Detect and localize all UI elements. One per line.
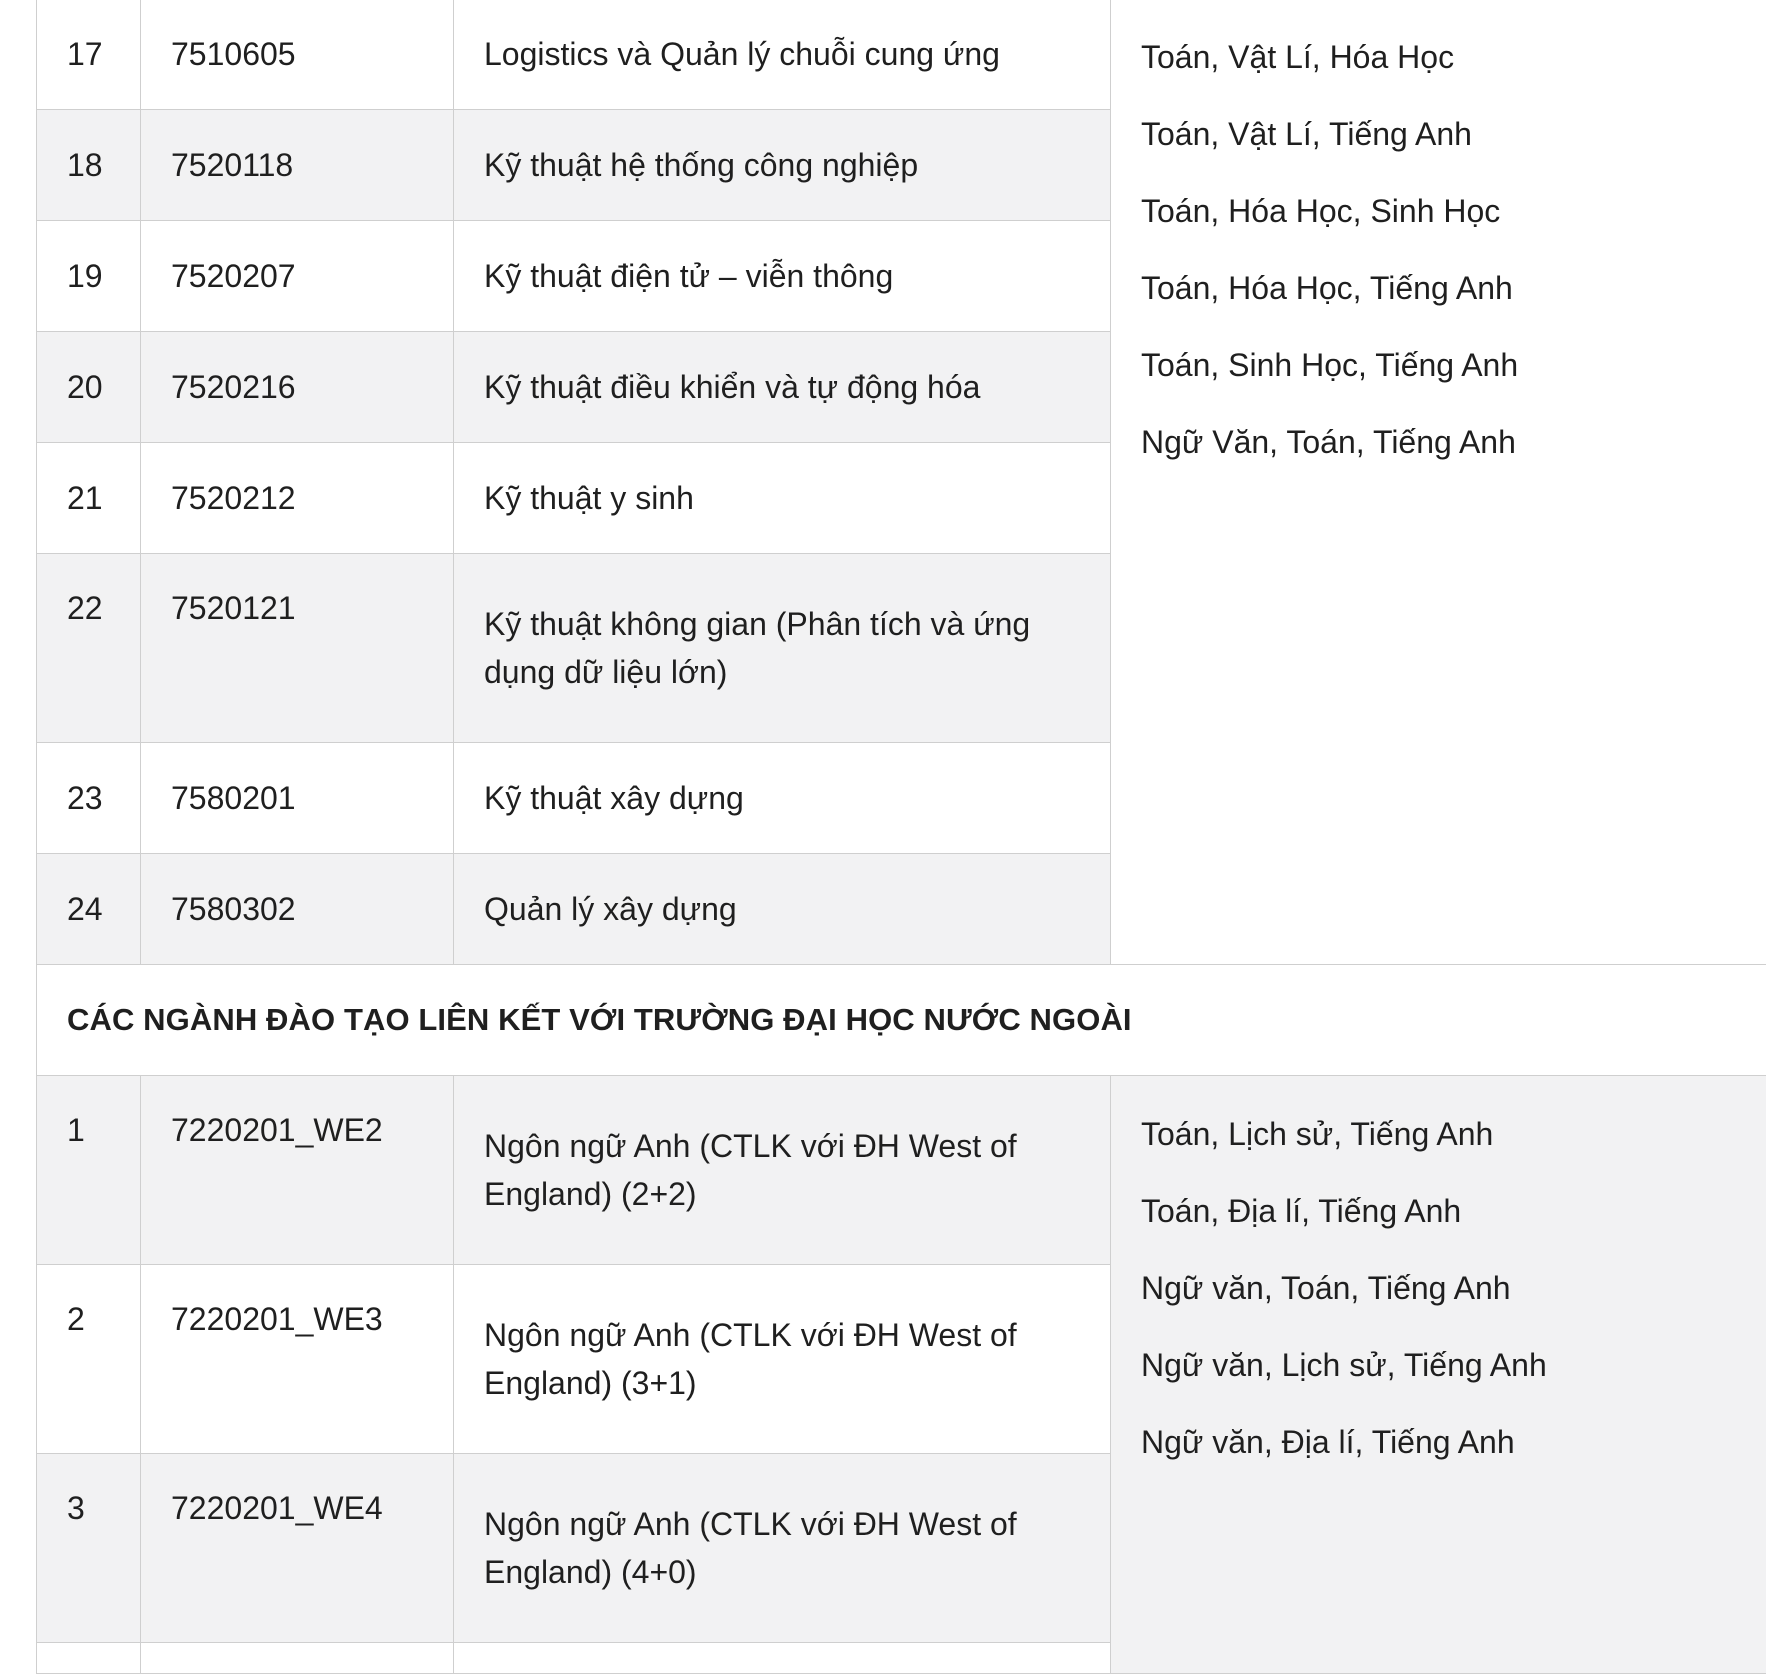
subject-combination: Toán, Sinh Học, Tiếng Anh	[1141, 341, 1737, 389]
subject-combination: Ngữ văn, Toán, Tiếng Anh	[1141, 1264, 1737, 1312]
major-name: Ngôn ngữ Anh (CTLK với ĐH West of England) (2+2)	[454, 1076, 1111, 1265]
subject-combination: Toán, Vật Lí, Tiếng Anh	[1141, 110, 1737, 158]
major-code: 7220201_WE4	[141, 1454, 454, 1643]
section-title: CÁC NGÀNH ĐÀO TẠO LIÊN KẾT VỚI TRƯỜNG ĐẠI HỌC NƯỚC NGOÀI	[37, 965, 1766, 1076]
subject-combination: Toán, Vật Lí, Hóa Học	[1141, 33, 1737, 81]
row-number: 23	[37, 743, 141, 854]
row-number-empty	[37, 1643, 141, 1674]
major-name: Kỹ thuật hệ thống công nghiệp	[454, 110, 1111, 221]
row-number: 24	[37, 854, 141, 965]
major-name: Kỹ thuật y sinh	[454, 443, 1111, 554]
subject-combination: Toán, Hóa Học, Tiếng Anh	[1141, 264, 1737, 312]
major-name: Kỹ thuật điều khiển và tự động hóa	[454, 332, 1111, 443]
row-number: 21	[37, 443, 141, 554]
row-number: 1	[37, 1076, 141, 1265]
table-row	[37, 0, 1766, 110]
major-name: Kỹ thuật xây dựng	[454, 743, 1111, 854]
row-number: 18	[37, 110, 141, 221]
major-code: 7520207	[141, 221, 454, 332]
subject-combination: Toán, Hóa Học, Sinh Học	[1141, 187, 1737, 235]
major-name: Quản lý xây dựng	[454, 854, 1111, 965]
major-name-empty	[454, 1643, 1111, 1674]
row-number: 22	[37, 554, 141, 743]
major-name: Kỹ thuật không gian (Phân tích và ứng dụng dữ liệu lớn)	[454, 554, 1111, 743]
subject-combination: Ngữ văn, Lịch sử, Tiếng Anh	[1141, 1341, 1737, 1389]
subject-combination: Ngữ Văn, Toán, Tiếng Anh	[1141, 418, 1737, 466]
row-number: 2	[37, 1265, 141, 1454]
major-code: 7220201_WE3	[141, 1265, 454, 1454]
major-code: 7520118	[141, 110, 454, 221]
table-row	[37, 1076, 1766, 1265]
major-name: Kỹ thuật điện tử – viễn thông	[454, 221, 1111, 332]
major-code: 7580201	[141, 743, 454, 854]
major-name: Logistics và Quản lý chuỗi cung ứng	[454, 0, 1111, 110]
subject-combination: Toán, Lịch sử, Tiếng Anh	[1141, 1110, 1737, 1158]
major-code: 7520121	[141, 554, 454, 743]
subject-combination: Toán, Địa lí, Tiếng Anh	[1141, 1187, 1737, 1235]
row-number: 19	[37, 221, 141, 332]
major-code: 7510605	[141, 0, 454, 110]
subject-combination: Ngữ văn, Địa lí, Tiếng Anh	[1141, 1418, 1737, 1466]
major-code: 7520212	[141, 443, 454, 554]
major-name: Ngôn ngữ Anh (CTLK với ĐH West of England) (3+1)	[454, 1265, 1111, 1454]
major-code-empty	[141, 1643, 454, 1674]
row-number: 17	[37, 0, 141, 110]
major-code: 7220201_WE2	[141, 1076, 454, 1265]
row-number: 3	[37, 1454, 141, 1643]
major-code: 7520216	[141, 332, 454, 443]
subject-combinations-cell	[1111, 1076, 1766, 1674]
admissions-table	[36, 0, 1766, 1674]
major-code: 7580302	[141, 854, 454, 965]
section-header-row	[37, 965, 1766, 1076]
major-name: Ngôn ngữ Anh (CTLK với ĐH West of England) (4+0)	[454, 1454, 1111, 1643]
row-number: 20	[37, 332, 141, 443]
subject-combinations-cell	[1111, 0, 1766, 965]
